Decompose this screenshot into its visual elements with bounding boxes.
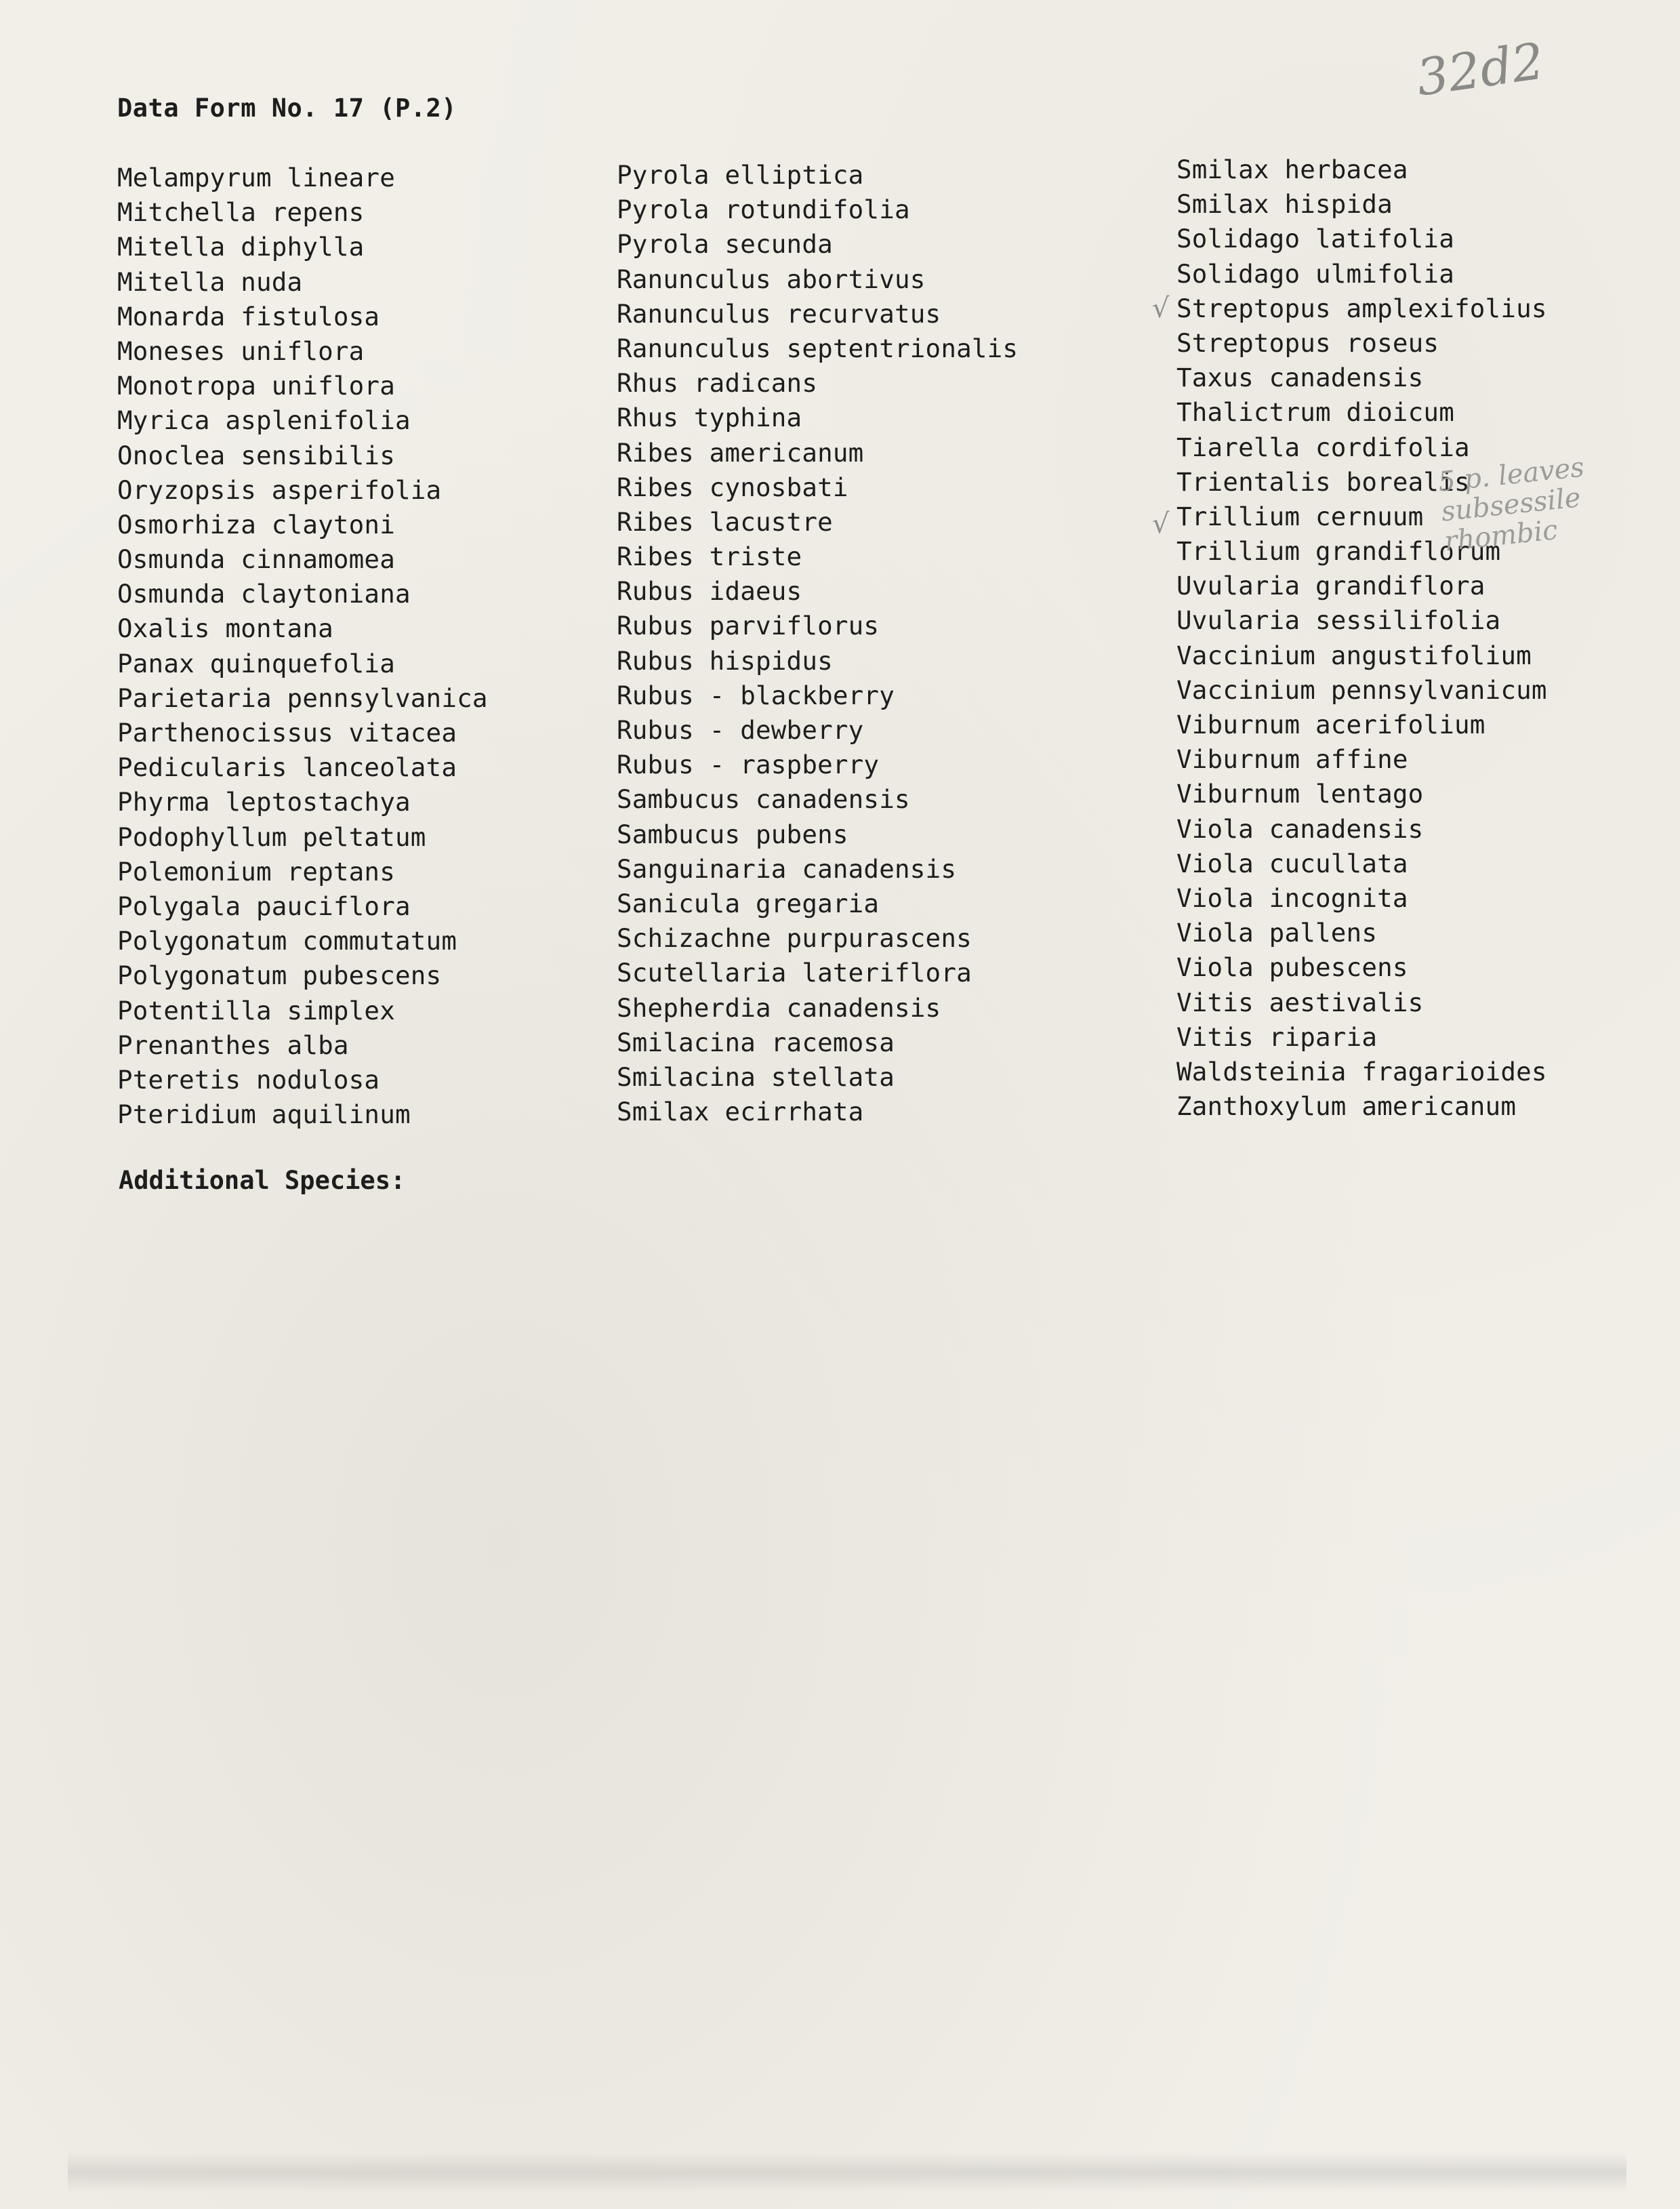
species-item: Oxalis montana <box>117 613 333 644</box>
species-item: Vitis riparia <box>1176 1021 1378 1052</box>
species-item: Rhus radicans <box>617 368 818 399</box>
species-item: Mitchella repens <box>117 197 365 228</box>
species-item: Smilax herbacea <box>1176 155 1408 184</box>
species-item: Polygala pauciflora <box>117 891 411 921</box>
species-item: Sambucus canadensis <box>617 784 910 815</box>
species-item: Pteridium aquilinum <box>117 1099 411 1130</box>
species-item: Viola cucullata <box>1176 848 1408 878</box>
species-item: Solidago ulmifolia <box>1176 258 1454 289</box>
species-item: Potentilla simplex <box>117 995 395 1026</box>
species-item: Rubus - dewberry <box>617 715 864 745</box>
species-item: Trientalis borealis <box>1176 466 1470 497</box>
species-item: Moneses uniflora <box>117 336 365 366</box>
species-item: Mitella nuda <box>117 266 303 297</box>
species-item: Osmunda claytoniana <box>117 579 411 609</box>
species-item: Thalictrum dioicum <box>1176 397 1454 428</box>
species-item: Trillium grandiflorum <box>1176 536 1501 567</box>
species-item: Ribes triste <box>617 542 802 572</box>
species-item: Mitella diphylla <box>117 232 365 262</box>
handwritten-page-number: 32d2 <box>1412 32 1548 108</box>
species-column-1 <box>117 161 488 1132</box>
species-item: Pyrola elliptica <box>617 160 864 190</box>
species-item: Melampyrum lineare <box>117 163 395 192</box>
species-item: Trillium cernuum <box>1176 501 1424 531</box>
species-item: Solidago latifolia <box>1176 224 1454 254</box>
species-item: Viburnum lentago <box>1176 779 1424 809</box>
species-item: Pyrola secunda <box>617 229 833 260</box>
species-item: Smilax hispida <box>1176 189 1393 220</box>
handwritten-margin-note: 5 p. leaves subsessile rhombic <box>1436 451 1586 558</box>
species-item: Monotropa uniflora <box>117 371 395 401</box>
species-item: Sanicula gregaria <box>617 888 880 918</box>
pencil-check-mark: √ <box>1152 293 1170 324</box>
species-item: Osmunda cinnamomea <box>117 544 395 575</box>
species-item: Ranunculus septentrionalis <box>617 333 1019 363</box>
species-item: Tiarella cordifolia <box>1176 432 1470 462</box>
additional-species-label: Additional Species: <box>119 1166 406 1195</box>
species-item: Podophyllum peltatum <box>117 822 426 852</box>
species-item: Parthenocissus vitacea <box>117 718 457 748</box>
species-item: Polemonium reptans <box>117 856 395 887</box>
species-item: Vaccinium pennsylvanicum <box>1176 674 1547 705</box>
form-title: Data Form No. 17 (P.2) <box>117 94 457 123</box>
species-item: Vitis aestivalis <box>1176 987 1424 1017</box>
species-item: Viola incognita <box>1176 883 1408 913</box>
species-item: Ribes americanum <box>617 437 864 468</box>
species-item: Rubus parviflorus <box>617 611 880 641</box>
species-item: Onoclea sensibilis <box>117 440 395 470</box>
species-item: Osmorhiza claytoni <box>117 509 395 540</box>
species-item: Streptopus roseus <box>1176 327 1439 358</box>
species-item: Uvularia sessilifolia <box>1176 605 1501 636</box>
scan-edge-shadow <box>68 2152 1626 2193</box>
species-item: Scutellaria lateriflora <box>617 958 972 988</box>
species-item: Viburnum affine <box>1176 744 1408 775</box>
species-column-3 <box>1176 153 1547 1124</box>
species-item: Myrica asplenifolia <box>117 405 411 436</box>
species-item: Ribes lacustre <box>617 506 833 537</box>
species-item: Rubus - raspberry <box>617 750 880 780</box>
species-item: Smilax ecirrhata <box>617 1097 864 1127</box>
species-item: Ribes cynosbati <box>617 472 848 502</box>
species-item: Schizachne purpurascens <box>617 923 972 954</box>
species-item: Viola pubescens <box>1176 952 1408 983</box>
species-item: Streptopus amplexifolius <box>1176 293 1547 323</box>
species-item: Waldsteinia fragarioides <box>1176 1056 1547 1087</box>
species-item: Taxus canadensis <box>1176 363 1424 393</box>
species-item: Uvularia grandiflora <box>1176 571 1486 601</box>
species-item: Monarda fistulosa <box>117 301 380 331</box>
species-item: Sambucus pubens <box>617 819 848 849</box>
species-item: Viburnum acerifolium <box>1176 710 1486 739</box>
species-item: Parietaria pennsylvanica <box>117 683 488 713</box>
species-item: Oryzopsis asperifolia <box>117 474 442 505</box>
species-item: Vaccinium angustifolium <box>1176 640 1532 670</box>
species-item: Ranunculus recurvatus <box>617 298 941 329</box>
species-item: Shepherdia canadensis <box>617 992 941 1023</box>
species-item: Zanthoxylum americanum <box>1176 1091 1517 1122</box>
species-item: Viola pallens <box>1176 918 1378 948</box>
species-item: Pteretis nodulosa <box>117 1064 380 1095</box>
species-item: Phyrma leptostachya <box>117 787 411 817</box>
species-item: Rubus idaeus <box>617 576 802 607</box>
species-item: Ranunculus abortivus <box>617 264 926 294</box>
pencil-check-mark: √ <box>1152 508 1170 540</box>
species-item: Sanguinaria canadensis <box>617 853 957 884</box>
species-item: Pedicularis lanceolata <box>117 752 457 783</box>
species-column-2 <box>617 158 1018 1129</box>
species-item: Polygonatum commutatum <box>117 926 457 956</box>
species-item: Pyrola rotundifolia <box>617 195 910 225</box>
species-item: Smilacina racemosa <box>617 1027 895 1057</box>
species-item: Rubus - blackberry <box>617 680 895 710</box>
species-item: Panax quinquefolia <box>117 648 395 678</box>
species-item: Prenanthes alba <box>117 1030 349 1060</box>
species-item: Rhus typhina <box>617 403 802 433</box>
species-item: Rubus hispidus <box>617 645 833 676</box>
species-item: Viola canadensis <box>1176 813 1424 844</box>
species-item: Smilacina stellata <box>617 1061 895 1092</box>
species-item: Polygonatum pubescens <box>117 960 442 991</box>
